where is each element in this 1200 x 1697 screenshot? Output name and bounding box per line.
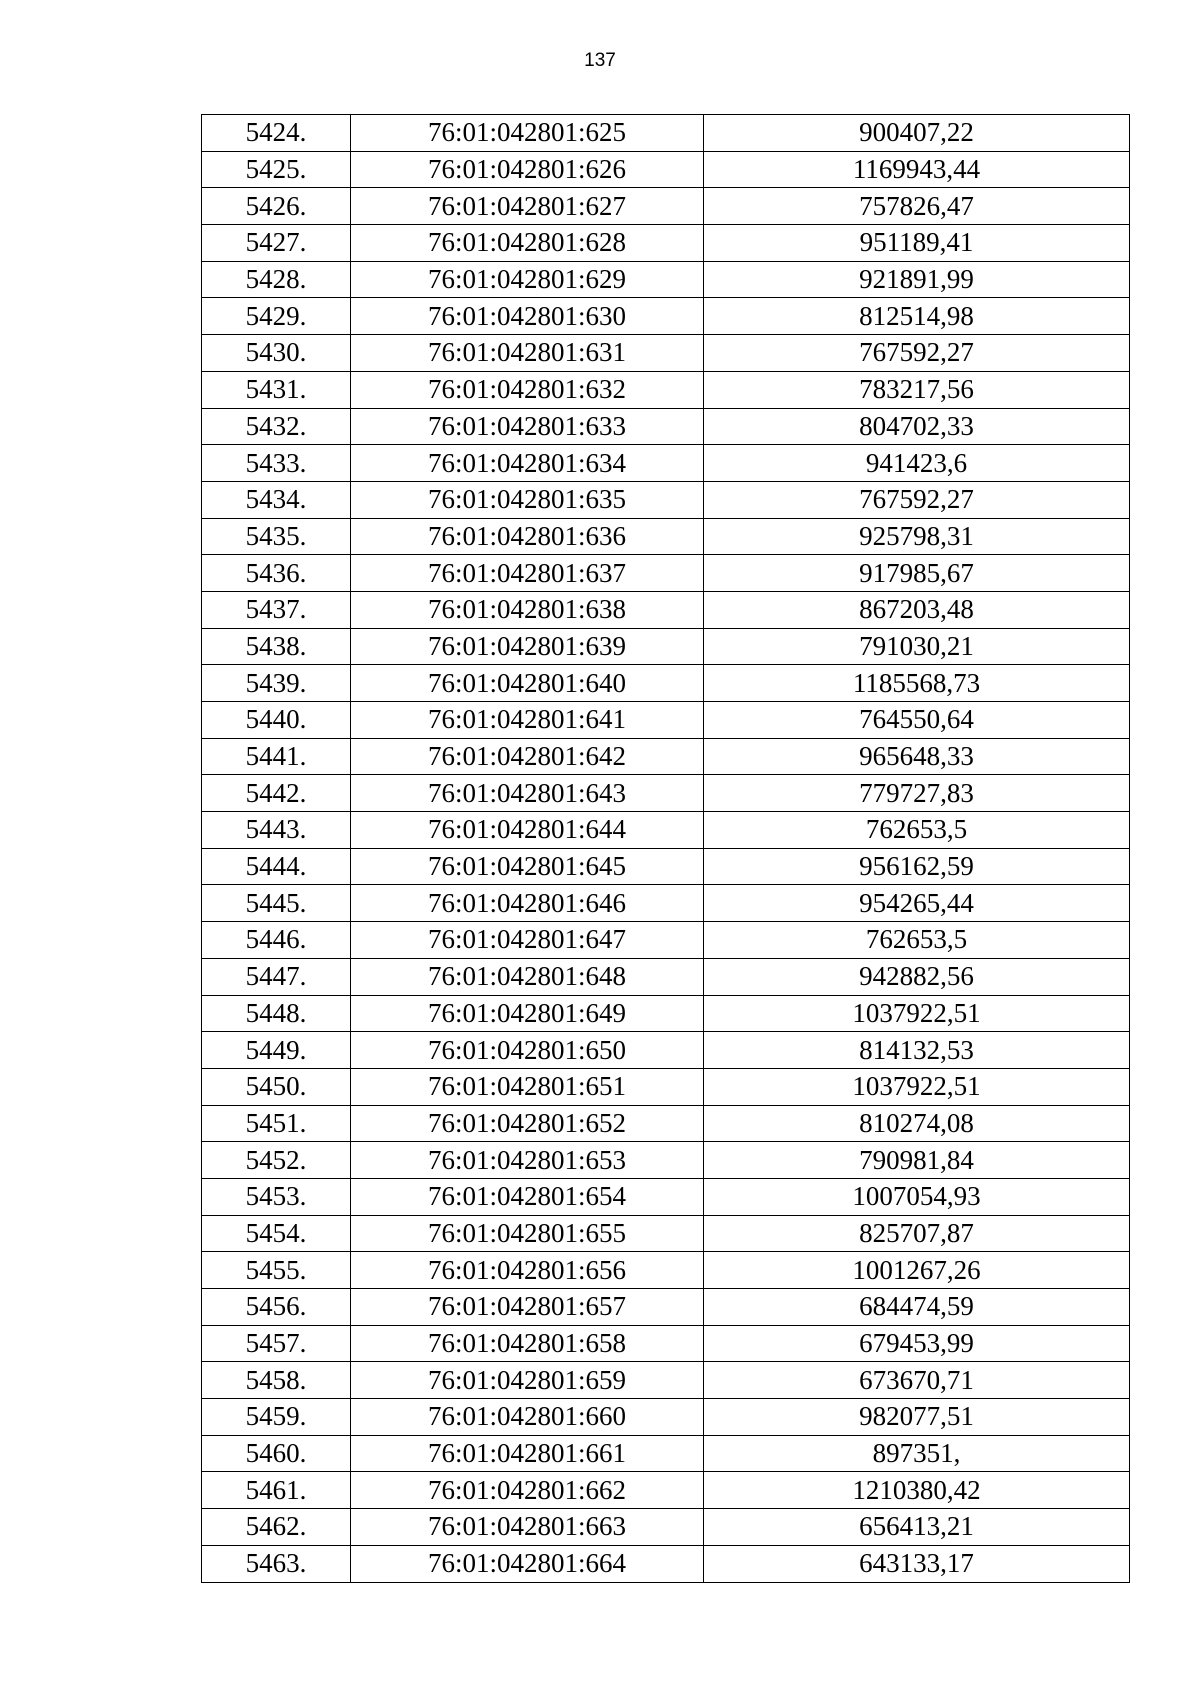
cadastral-number-cell: 76:01:042801:638 [351, 591, 704, 628]
cadastral-number-cell: 76:01:042801:649 [351, 995, 704, 1032]
page-number: 137 [584, 50, 616, 71]
cadastral-value-cell: 791030,21 [704, 628, 1130, 665]
cadastral-number-cell: 76:01:042801:637 [351, 555, 704, 592]
table-row [202, 1289, 1130, 1326]
row-number-cell: 5444. [202, 848, 351, 885]
cadastral-number-cell: 76:01:042801:663 [351, 1509, 704, 1546]
row-number-cell: 5451. [202, 1105, 351, 1142]
cadastral-number-cell: 76:01:042801:660 [351, 1399, 704, 1436]
table-row [202, 1509, 1130, 1546]
cadastral-value-cell: 982077,51 [704, 1399, 1130, 1436]
document-table-container [201, 114, 1129, 1583]
cadastral-value-cell: 925798,31 [704, 518, 1130, 555]
table-row [202, 1435, 1130, 1472]
cadastral-value-cell: 814132,53 [704, 1032, 1130, 1069]
cadastral-number-cell: 76:01:042801:644 [351, 812, 704, 849]
row-number-cell: 5459. [202, 1399, 351, 1436]
cadastral-value-cell: 684474,59 [704, 1289, 1130, 1326]
row-number-cell: 5430. [202, 335, 351, 372]
table-row [202, 628, 1130, 665]
cadastral-number-cell: 76:01:042801:657 [351, 1289, 704, 1326]
table-body [202, 115, 1130, 1583]
cadastral-number-cell: 76:01:042801:653 [351, 1142, 704, 1179]
row-number-cell: 5448. [202, 995, 351, 1032]
row-number-cell: 5441. [202, 738, 351, 775]
cadastral-number-cell: 76:01:042801:645 [351, 848, 704, 885]
cadastral-number-cell: 76:01:042801:654 [351, 1178, 704, 1215]
row-number-cell: 5446. [202, 922, 351, 959]
row-number-cell: 5463. [202, 1545, 351, 1582]
row-number-cell: 5427. [202, 225, 351, 262]
cadastral-number-cell: 76:01:042801:643 [351, 775, 704, 812]
cadastral-number-cell: 76:01:042801:655 [351, 1215, 704, 1252]
cadastral-number-cell: 76:01:042801:631 [351, 335, 704, 372]
row-number-cell: 5460. [202, 1435, 351, 1472]
cadastral-value-cell: 643133,17 [704, 1545, 1130, 1582]
row-number-cell: 5436. [202, 555, 351, 592]
cadastral-number-cell: 76:01:042801:662 [351, 1472, 704, 1509]
cadastral-value-cell: 1037922,51 [704, 995, 1130, 1032]
cadastral-value-cell: 825707,87 [704, 1215, 1130, 1252]
table-row [202, 885, 1130, 922]
row-number-cell: 5428. [202, 261, 351, 298]
table-row [202, 1142, 1130, 1179]
cadastral-number-cell: 76:01:042801:628 [351, 225, 704, 262]
cadastral-number-cell: 76:01:042801:661 [351, 1435, 704, 1472]
row-number-cell: 5445. [202, 885, 351, 922]
cadastral-value-cell: 656413,21 [704, 1509, 1130, 1546]
table-row [202, 848, 1130, 885]
cadastral-number-cell: 76:01:042801:650 [351, 1032, 704, 1069]
row-number-cell: 5449. [202, 1032, 351, 1069]
row-number-cell: 5429. [202, 298, 351, 335]
table-row [202, 115, 1130, 152]
table-row [202, 665, 1130, 702]
table-row [202, 445, 1130, 482]
row-number-cell: 5434. [202, 481, 351, 518]
table-row [202, 481, 1130, 518]
cadastral-value-cell: 942882,56 [704, 958, 1130, 995]
table-row [202, 995, 1130, 1032]
cadastral-number-cell: 76:01:042801:630 [351, 298, 704, 335]
row-number-cell: 5442. [202, 775, 351, 812]
cadastral-value-cell: 779727,83 [704, 775, 1130, 812]
table-row [202, 1325, 1130, 1362]
cadastral-value-cell: 965648,33 [704, 738, 1130, 775]
table-row [202, 151, 1130, 188]
row-number-cell: 5433. [202, 445, 351, 482]
cadastral-number-cell: 76:01:042801:656 [351, 1252, 704, 1289]
cadastral-number-cell: 76:01:042801:629 [351, 261, 704, 298]
table-row [202, 555, 1130, 592]
table-row [202, 371, 1130, 408]
cadastral-value-cell: 1001267,26 [704, 1252, 1130, 1289]
cadastral-value-cell: 790981,84 [704, 1142, 1130, 1179]
table-row [202, 1178, 1130, 1215]
cadastral-value-cell: 783217,56 [704, 371, 1130, 408]
cadastral-value-cell: 867203,48 [704, 591, 1130, 628]
cadastral-value-cell: 810274,08 [704, 1105, 1130, 1142]
cadastral-value-cell: 764550,64 [704, 702, 1130, 739]
table-row [202, 518, 1130, 555]
table-row [202, 1215, 1130, 1252]
cadastral-number-cell: 76:01:042801:627 [351, 188, 704, 225]
row-number-cell: 5458. [202, 1362, 351, 1399]
cadastral-number-cell: 76:01:042801:640 [351, 665, 704, 702]
table-row [202, 298, 1130, 335]
cadastral-value-cell: 921891,99 [704, 261, 1130, 298]
table-row [202, 1252, 1130, 1289]
cadastral-value-cell: 1037922,51 [704, 1068, 1130, 1105]
row-number-cell: 5426. [202, 188, 351, 225]
row-number-cell: 5440. [202, 702, 351, 739]
table-row [202, 1399, 1130, 1436]
cadastral-number-cell: 76:01:042801:635 [351, 481, 704, 518]
cadastral-number-cell: 76:01:042801:659 [351, 1362, 704, 1399]
cadastral-number-cell: 76:01:042801:632 [351, 371, 704, 408]
row-number-cell: 5452. [202, 1142, 351, 1179]
row-number-cell: 5457. [202, 1325, 351, 1362]
cadastral-value-cell: 679453,99 [704, 1325, 1130, 1362]
row-number-cell: 5437. [202, 591, 351, 628]
row-number-cell: 5432. [202, 408, 351, 445]
row-number-cell: 5425. [202, 151, 351, 188]
row-number-cell: 5438. [202, 628, 351, 665]
cadastral-number-cell: 76:01:042801:646 [351, 885, 704, 922]
row-number-cell: 5447. [202, 958, 351, 995]
table-row [202, 591, 1130, 628]
table-row [202, 812, 1130, 849]
table-row [202, 1545, 1130, 1582]
row-number-cell: 5454. [202, 1215, 351, 1252]
table-row [202, 188, 1130, 225]
cadastral-value-cell: 762653,5 [704, 812, 1130, 849]
row-number-cell: 5439. [202, 665, 351, 702]
cadastral-value-cell: 951189,41 [704, 225, 1130, 262]
table-row [202, 1362, 1130, 1399]
cadastral-number-cell: 76:01:042801:633 [351, 408, 704, 445]
cadastral-number-cell: 76:01:042801:626 [351, 151, 704, 188]
row-number-cell: 5443. [202, 812, 351, 849]
cadastral-number-cell: 76:01:042801:648 [351, 958, 704, 995]
table-row [202, 408, 1130, 445]
cadastral-value-cell: 900407,22 [704, 115, 1130, 152]
cadastral-number-cell: 76:01:042801:625 [351, 115, 704, 152]
row-number-cell: 5450. [202, 1068, 351, 1105]
cadastral-number-cell: 76:01:042801:652 [351, 1105, 704, 1142]
row-number-cell: 5456. [202, 1289, 351, 1326]
cadastral-value-cell: 804702,33 [704, 408, 1130, 445]
table-row [202, 775, 1130, 812]
row-number-cell: 5431. [202, 371, 351, 408]
table-row [202, 738, 1130, 775]
cadastral-value-cell: 757826,47 [704, 188, 1130, 225]
table-row [202, 1032, 1130, 1069]
cadastral-number-cell: 76:01:042801:658 [351, 1325, 704, 1362]
cadastral-number-cell: 76:01:042801:642 [351, 738, 704, 775]
row-number-cell: 5462. [202, 1509, 351, 1546]
table-row [202, 958, 1130, 995]
cadastral-value-cell: 767592,27 [704, 335, 1130, 372]
cadastral-value-cell: 673670,71 [704, 1362, 1130, 1399]
table-row [202, 1068, 1130, 1105]
cadastral-number-cell: 76:01:042801:639 [351, 628, 704, 665]
row-number-cell: 5435. [202, 518, 351, 555]
cadastral-number-cell: 76:01:042801:651 [351, 1068, 704, 1105]
row-number-cell: 5424. [202, 115, 351, 152]
table-row [202, 261, 1130, 298]
cadastral-number-cell: 76:01:042801:636 [351, 518, 704, 555]
cadastral-number-cell: 76:01:042801:664 [351, 1545, 704, 1582]
cadastral-number-cell: 76:01:042801:647 [351, 922, 704, 959]
table-row [202, 335, 1130, 372]
cadastral-value-cell: 767592,27 [704, 481, 1130, 518]
table-row [202, 1105, 1130, 1142]
cadastral-value-table [201, 114, 1130, 1583]
row-number-cell: 5453. [202, 1178, 351, 1215]
cadastral-value-cell: 1185568,73 [704, 665, 1130, 702]
cadastral-value-cell: 1210380,42 [704, 1472, 1130, 1509]
cadastral-value-cell: 956162,59 [704, 848, 1130, 885]
cadastral-value-cell: 897351, [704, 1435, 1130, 1472]
cadastral-value-cell: 941423,6 [704, 445, 1130, 482]
table-row [202, 225, 1130, 262]
row-number-cell: 5455. [202, 1252, 351, 1289]
table-row [202, 922, 1130, 959]
table-row [202, 1472, 1130, 1509]
cadastral-value-cell: 1007054,93 [704, 1178, 1130, 1215]
table-row [202, 702, 1130, 739]
cadastral-number-cell: 76:01:042801:641 [351, 702, 704, 739]
cadastral-value-cell: 762653,5 [704, 922, 1130, 959]
row-number-cell: 5461. [202, 1472, 351, 1509]
cadastral-value-cell: 1169943,44 [704, 151, 1130, 188]
cadastral-value-cell: 917985,67 [704, 555, 1130, 592]
cadastral-number-cell: 76:01:042801:634 [351, 445, 704, 482]
cadastral-value-cell: 812514,98 [704, 298, 1130, 335]
cadastral-value-cell: 954265,44 [704, 885, 1130, 922]
